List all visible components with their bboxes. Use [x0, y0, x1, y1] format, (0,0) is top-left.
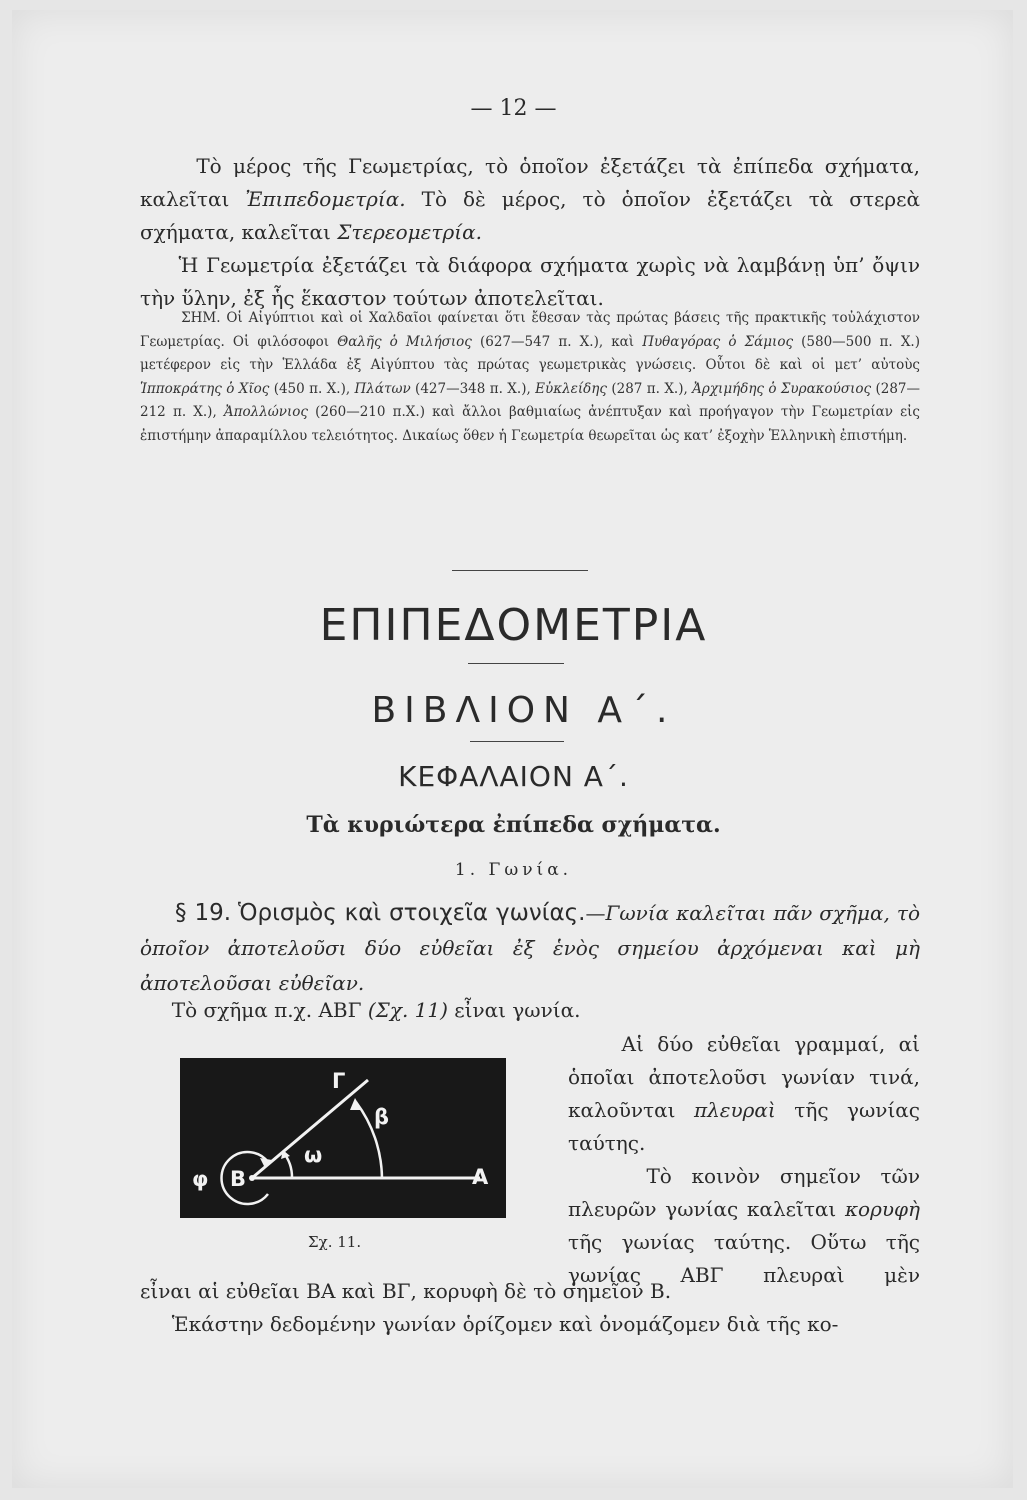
vertex-paragraph: Τὸ κοινὸν σημεῖον τῶν πλευρῶν γωνίας καλεῖται κορυφὴ τῆς γωνίας ταύτης. Οὕτω τῆς γωνίας ΑΒΓ πλευραὶ μὲν — [568, 1164, 920, 1287]
section-heading: 1. Γωνία. — [454, 860, 573, 880]
historical-note: ΣΗΜ. Οἱ Αἰγύπτιοι καὶ οἱ Χαλδαῖοι φαίνεται ὅτι ἔθεσαν τὰς πρώτας βάσεις τῆς πρακτικῆς τοὐλάχιστον Γεωμετρίας. Οἱ φιλόσοφοι Θαλῆς ὁ Μιλήσιος (627—547 π. Χ.), καὶ Πυθαγόρας ὁ Σάμιος (580—500 π. Χ.) μετέφερον εἰς τὴν Ἑλλάδα ἐξ Αἰγύπτου τὰς πρώτας γεωμετρικὰς γνώσεις. Οὗτοι δὲ καὶ οἱ μετ’ αὐτοὺς Ἱπποκράτης ὁ Χῖος (450 π. Χ.), Πλάτων (427—348 π. Χ.), Εὐκλείδης (287 π. Χ.), Ἀρχιμήδης ὁ Συρακούσιος (287—212 π. Χ.), Ἀπολλώνιος (260—210 π.Χ.) καὶ ἄλλοι βαθμιαίως ἀνέπτυξαν καὶ προήγαγον τὴν Γεωμετρίαν εἰς ἐπιστήμην ἀπαραμίλλου τελειότητος. Δικαίως ὅθεν ἡ Γεωμετρία θεωρεῖται ὡς κατ’ ἐξοχὴν Ἑλληνικὴ ἐπιστήμη. — [140, 310, 921, 444]
book-heading: ΒΙΒΛΙΟΝ Α΄. — [371, 690, 676, 731]
angle-figure — [180, 1058, 506, 1218]
divider-rule — [470, 741, 564, 742]
paragraph-geometry-scope: Ἡ Γεωμετρία ἐξετάζει τὰ διάφορα σχήματα χωρὶς νὰ λαμβάνῃ ὑπ’ ὄψιν τὴν ὕλην, ἐξ ἧς ἕκαστον τούτων ἀποτελεῖται. — [140, 253, 920, 310]
paragraph-parts-of-geometry: Τὸ μέρος τῆς Γεωμετρίας, τὸ ὁποῖον ἐξετάζει τὰ ἐπίπεδα σχήματα, καλεῖται Ἐπιπεδομετρία. Τὸ δὲ μέρος, τὸ ὁποῖον ἐξετάζει τὰ στερεὰ σχήματα, καλεῖται Στερεομετρία. — [140, 154, 920, 244]
angle-diagram — [180, 1058, 506, 1218]
label-phi: φ — [192, 1167, 209, 1191]
label-gamma: Γ — [332, 1069, 346, 1093]
term-stereometry: Στερεομετρία. — [337, 220, 482, 244]
section-number: § 19. — [175, 900, 232, 926]
divider-rule — [468, 663, 564, 664]
naming-line: Ἑκάστην δεδομένην γωνίαν ὁρίζομεν καὶ ὀνομάζομεν διὰ τῆς κο- — [171, 1312, 839, 1336]
main-heading: ΕΠΙΠΕΔΟΜΕΤΡΙΑ — [319, 600, 708, 651]
sides-vertex-line: εἶναι αἱ εὐθεῖαι ΒΑ καὶ ΒΓ, κορυφὴ δὲ τὸ σημεῖον Β. — [140, 1279, 672, 1303]
section-title: Ὁρισμὸς καὶ στοιχεῖα γωνίας. — [238, 900, 586, 926]
section-19-definition: § 19. Ὁρισμὸς καὶ στοιχεῖα γωνίας.—Γωνία καλεῖται πᾶν σχῆμα, τὸ ὁποῖον ἀποτελοῦσι δύο εὐθεῖαι ἐξ ἑνὸς σημείου ἀρχόμεναι καὶ μὴ ἀποτελοῦσαι εὐθεῖαν. — [140, 900, 920, 995]
chapter-heading: ΚΕΦΑΛΑΙΟΝ Α΄. — [398, 760, 629, 793]
figure-caption: Σχ. 11. — [308, 1233, 362, 1251]
term-planimetry: Ἐπιπεδομετρία. — [245, 187, 406, 211]
label-a: Α — [472, 1165, 489, 1189]
label-vertex-b: Β — [230, 1167, 247, 1191]
chapter-subtitle: Τὰ κυριώτερα ἐπίπεδα σχήματα. — [306, 812, 721, 838]
vertex-point — [249, 1175, 255, 1181]
page-number: — 12 — — [470, 96, 557, 121]
label-omega: ω — [304, 1143, 323, 1167]
divider-rule — [452, 570, 588, 571]
label-beta: β — [374, 1105, 390, 1129]
angle-definition: Γωνία καλεῖται πᾶν σχῆμα, τὸ ὁποῖον ἀποτελοῦσι δύο εὐθεῖαι ἐξ ἑνὸς σημείου ἀρχόμεναι καὶ μὴ ἀποτελοῦσαι εὐθεῖαν. — [140, 901, 920, 995]
sides-paragraph: Αἱ δύο εὐθεῖαι γραμμαί, αἱ ὁποῖαι ἀποτελοῦσι γωνίαν τινά, καλοῦνται πλευραὶ τῆς γωνίας ταύτης. — [568, 1032, 920, 1155]
example-line: Τὸ σχῆμα π.χ. ΑΒΓ (Σχ. 11) εἶναι γωνία. — [171, 998, 581, 1022]
